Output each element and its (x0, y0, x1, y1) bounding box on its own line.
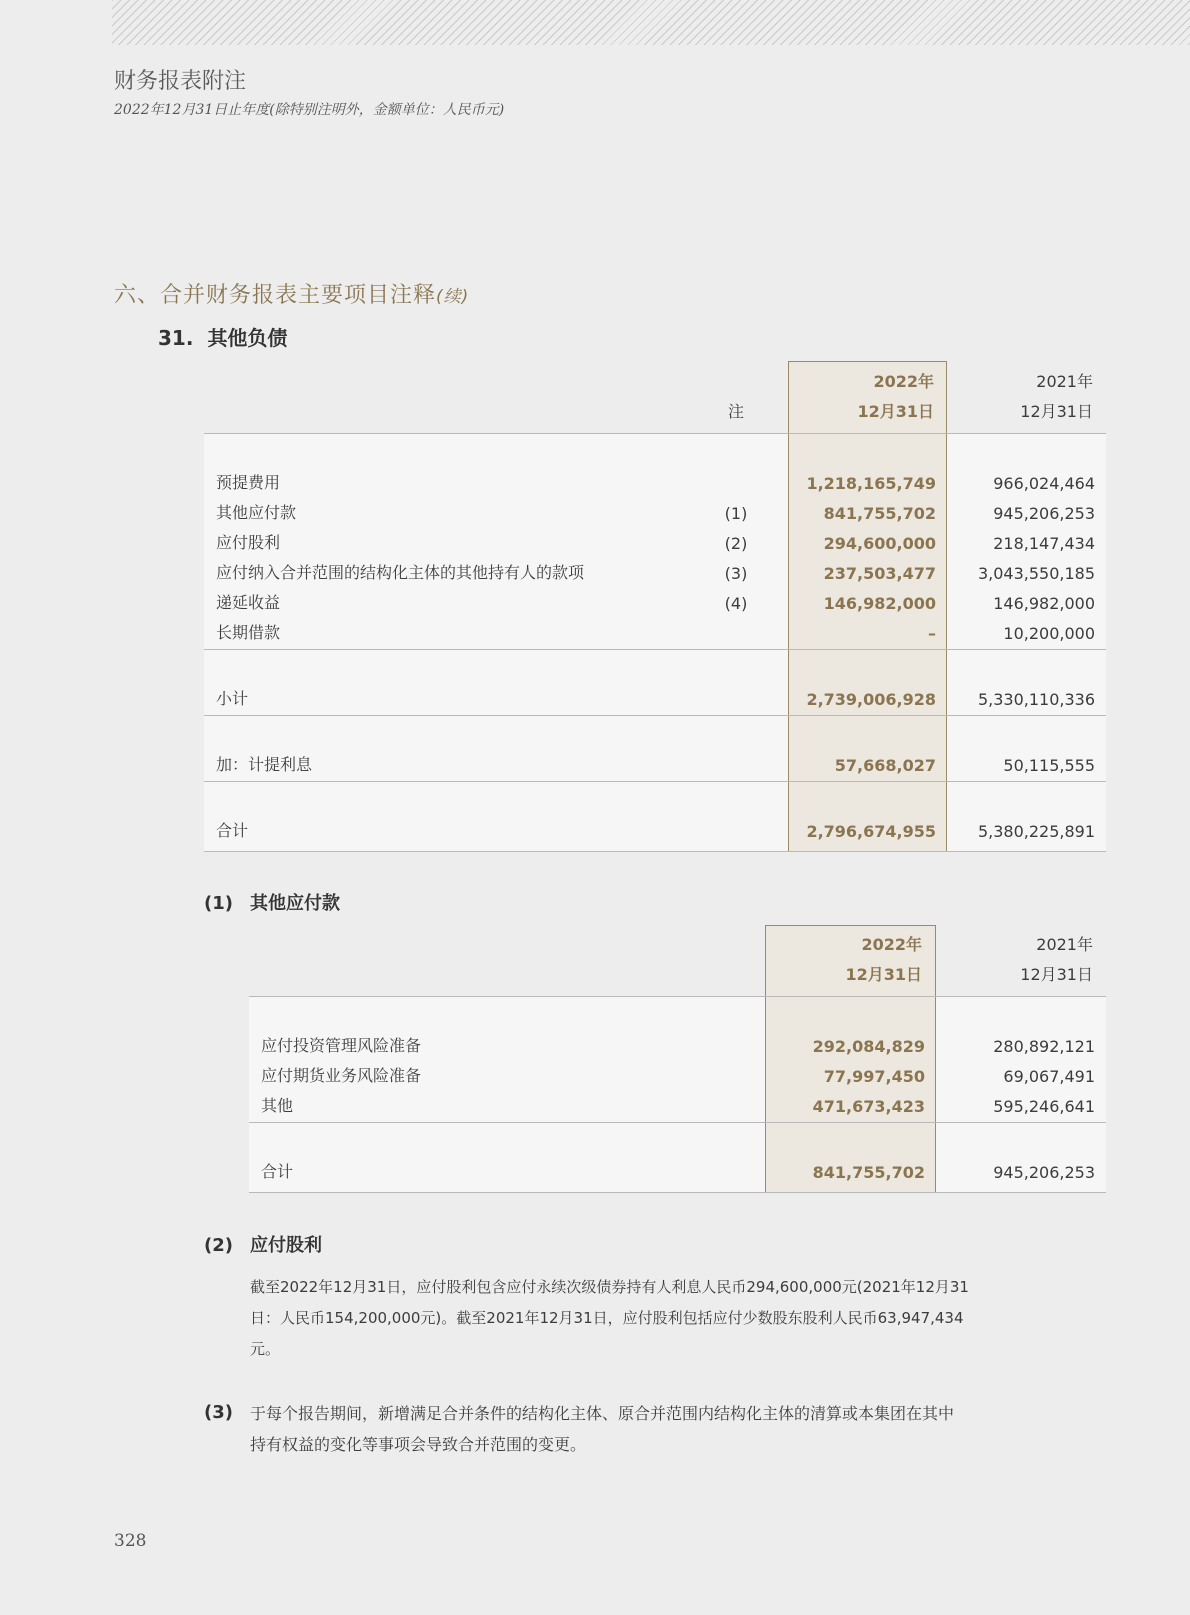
sub3-paragraph (250, 1398, 1110, 1460)
subtotal-label: 小计 (216, 689, 249, 708)
paragraph-line: 元。 (250, 1340, 281, 1358)
col-header-2021-date: 12月31日 (1020, 402, 1093, 421)
row-label: 应付投资管理风险准备 (261, 1036, 422, 1055)
page-subtitle: 2022年12月31日止年度(除特别注明外，金额单位：人民币元) (114, 102, 505, 118)
row-label: 预提费用 (216, 473, 281, 492)
sub2-paragraph (250, 1272, 1110, 1365)
row-value-2021: 966,024,464 (993, 474, 1095, 493)
row-value-2021: 3,043,550,185 (977, 564, 1095, 583)
row-note: (2) (724, 534, 748, 553)
row-value-2022: 292,084,829 (812, 1037, 925, 1056)
total-value-2021: 5,380,225,891 (977, 822, 1095, 841)
row-value-2022: 77,997,450 (823, 1067, 925, 1086)
table1-header-rule (204, 433, 1106, 434)
col-header-2021-date: 12月31日 (1020, 965, 1093, 984)
header-hatch-band (112, 0, 1190, 45)
row-value-2022: 1,218,165,749 (806, 474, 936, 493)
table2-header-rule (249, 996, 1106, 997)
row-label: 长期借款 (216, 623, 281, 642)
sub-number: (3) (204, 1402, 233, 1423)
row-value-2021: 69,067,491 (1003, 1067, 1095, 1086)
item-number: 31. (158, 326, 194, 350)
paragraph-line: 日：人民币154,200,000元)。截至2021年12月31日，应付股利包括应付少数股东股利人民币63,947,434 (250, 1309, 964, 1327)
total-value-2021: 945,206,253 (993, 1163, 1095, 1182)
row-note: (3) (724, 564, 748, 583)
col-header-2021-year: 2021年 (1036, 935, 1093, 954)
row-value-2022: 146,982,000 (823, 594, 936, 613)
sub-heading-2 (204, 1231, 322, 1257)
table1-rule (204, 781, 1106, 782)
item-title: 其他负债 (207, 326, 288, 350)
total-value-2022: 841,755,702 (812, 1163, 925, 1182)
row-label: 其他 (261, 1096, 294, 1115)
interest-label: 加：计提利息 (216, 755, 313, 774)
sub-heading-1 (204, 889, 340, 915)
row-label: 应付纳入合并范围的结构化主体的其他持有人的款项 (216, 563, 585, 582)
sub-number: (1) (204, 893, 233, 914)
row-value-2021: 10,200,000 (1003, 624, 1095, 643)
row-note: (4) (724, 594, 748, 613)
row-value-2022: 841,755,702 (823, 504, 936, 523)
interest-value-2021: 50,115,555 (1003, 756, 1095, 775)
total-value-2022: 2,796,674,955 (806, 822, 936, 841)
row-label: 其他应付款 (216, 503, 297, 522)
table1-rule (204, 715, 1106, 716)
col-header-2021-year: 2021年 (1036, 372, 1093, 391)
subtotal-value-2022: 2,739,006,928 (806, 690, 936, 709)
interest-value-2022: 57,668,027 (834, 756, 936, 775)
row-value-2022: – (928, 624, 936, 643)
page-number: 328 (114, 1531, 147, 1551)
row-label: 应付股利 (216, 533, 281, 552)
paragraph-line: 持有权益的变化等事项会导致合并范围的变更。 (250, 1435, 587, 1454)
table2-rule (249, 1192, 1106, 1193)
sub-title: 应付股利 (250, 1235, 322, 1256)
row-value-2021: 595,246,641 (993, 1097, 1095, 1116)
row-value-2021: 945,206,253 (993, 504, 1095, 523)
section-heading (114, 278, 469, 309)
table1-rule (204, 851, 1106, 852)
sub-title: 其他应付款 (250, 893, 340, 914)
section-cont: (续) (436, 287, 470, 307)
row-value-2022: 294,600,000 (823, 534, 936, 553)
subtotal-value-2021: 5,330,110,336 (977, 690, 1095, 709)
section-title: 六、合并财务报表主要项目注释 (114, 283, 437, 308)
row-value-2021: 146,982,000 (993, 594, 1095, 613)
col-header-2022-year: 2022年 (873, 372, 934, 391)
paragraph-line: 于每个报告期间，新增满足合并条件的结构化主体、原合并范围内结构化主体的清算或本集团在其中 (250, 1404, 955, 1423)
table1-rule (204, 649, 1106, 650)
sub-heading-3 (204, 1402, 250, 1423)
row-value-2022: 471,673,423 (812, 1097, 925, 1116)
total-label: 合计 (216, 821, 249, 840)
row-note: (1) (724, 504, 748, 523)
row-value-2021: 218,147,434 (993, 534, 1095, 553)
item-heading (158, 322, 287, 351)
paragraph-line: 截至2022年12月31日，应付股利包含应付永续次级债券持有人利息人民币294,600,000元(2021年12月31 (250, 1278, 969, 1296)
row-value-2022: 237,503,477 (823, 564, 936, 583)
row-label: 递延收益 (216, 593, 281, 612)
col-header-2022-year: 2022年 (861, 935, 922, 954)
page-title: 财务报表附注 (114, 69, 247, 94)
col-header-2022-date: 12月31日 (845, 965, 922, 984)
col-header-note: 注 (727, 402, 744, 421)
total-label: 合计 (261, 1162, 294, 1181)
row-label: 应付期货业务风险准备 (261, 1066, 422, 1085)
table2-rule (249, 1122, 1106, 1123)
row-value-2021: 280,892,121 (993, 1037, 1095, 1056)
sub-number: (2) (204, 1235, 233, 1256)
col-header-2022-date: 12月31日 (857, 402, 934, 421)
